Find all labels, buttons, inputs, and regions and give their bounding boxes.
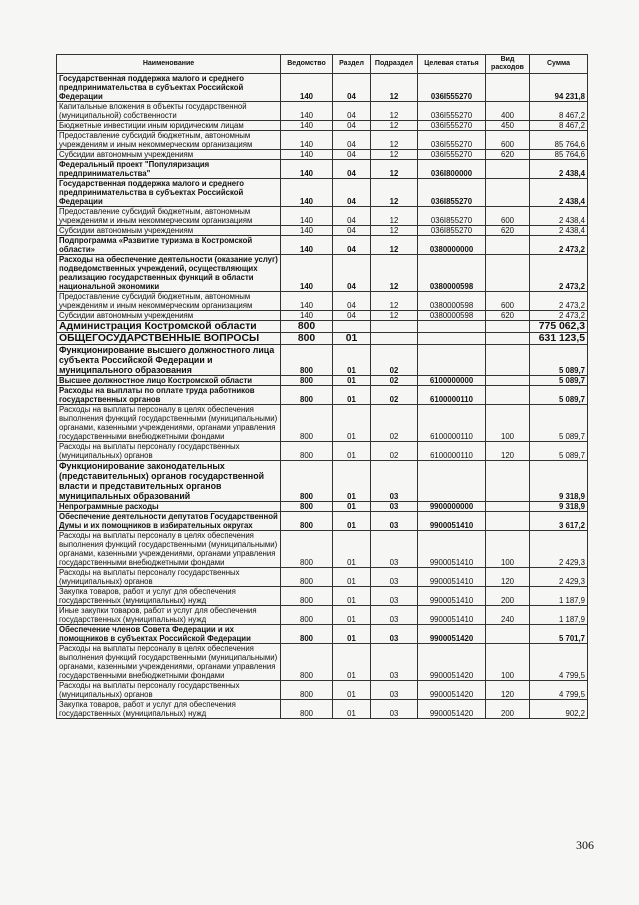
cell-vedomstvo: 800 — [281, 461, 333, 502]
table-row — [57, 625, 588, 644]
cell-razdel: 01 — [333, 568, 371, 587]
cell-vedomstvo: 140 — [281, 131, 333, 150]
cell-name: Функционирование высшего должностного лица субъекта Российской Федерации и муниципального образования — [57, 345, 281, 376]
cell-podrazdel: 12 — [371, 292, 418, 311]
cell-tselevaya-statya: 9900051410 — [418, 606, 486, 625]
page-number: 306 — [576, 838, 594, 852]
cell-summa: 3 617,2 — [530, 512, 588, 531]
cell-vedomstvo: 140 — [281, 150, 333, 160]
cell-summa: 4 799,5 — [530, 644, 588, 681]
cell-summa: 2 438,4 — [530, 179, 588, 207]
cell-vedomstvo: 140 — [281, 179, 333, 207]
cell-vid-raskhodov — [486, 376, 530, 386]
cell-podrazdel: 12 — [371, 160, 418, 179]
cell-tselevaya-statya — [418, 321, 486, 333]
cell-vedomstvo: 800 — [281, 625, 333, 644]
cell-podrazdel: 12 — [371, 121, 418, 131]
cell-name: Расходы на обеспечение деятельности (оказание услуг) подведомственных учреждений, осуществляющих реализацию государственных функций в области национальной экономики — [57, 255, 281, 292]
cell-vedomstvo: 800 — [281, 442, 333, 461]
cell-razdel: 01 — [333, 531, 371, 568]
cell-name: Государственная поддержка малого и среднего предпринимательства в субъектах Российской Федерации — [57, 179, 281, 207]
cell-podrazdel: 03 — [371, 568, 418, 587]
cell-summa: 5 089,7 — [530, 386, 588, 405]
cell-name: Расходы на выплаты персоналу в целях обеспечения выполнения функций государственными (муниципальными) органами, казенными учреждениями, органами управления государственными внебюджетными фондами — [57, 405, 281, 442]
cell-name: Администрация Костромской области — [57, 321, 281, 333]
table-row — [57, 386, 588, 405]
cell-vid-raskhodov: 620 — [486, 226, 530, 236]
cell-razdel: 04 — [333, 150, 371, 160]
cell-vid-raskhodov — [486, 502, 530, 512]
cell-vid-raskhodov — [486, 321, 530, 333]
budget-table — [56, 54, 588, 719]
cell-vedomstvo: 140 — [281, 236, 333, 255]
header-naimenovanie: Наименование — [57, 55, 281, 74]
cell-podrazdel: 02 — [371, 386, 418, 405]
cell-podrazdel: 02 — [371, 405, 418, 442]
cell-vedomstvo: 140 — [281, 292, 333, 311]
cell-vid-raskhodov — [486, 345, 530, 376]
cell-razdel: 01 — [333, 587, 371, 606]
cell-name: Функционирование законодательных (представительных) органов государственной власти и представительных органов муниципальных образований — [57, 461, 281, 502]
table-row — [57, 606, 588, 625]
cell-vid-raskhodov: 120 — [486, 442, 530, 461]
cell-razdel: 04 — [333, 311, 371, 321]
cell-name: Субсидии автономным учреждениям — [57, 311, 281, 321]
cell-tselevaya-statya — [418, 461, 486, 502]
cell-podrazdel: 03 — [371, 512, 418, 531]
cell-vid-raskhodov: 400 — [486, 102, 530, 121]
cell-razdel: 01 — [333, 405, 371, 442]
cell-tselevaya-statya: 036I555270 — [418, 121, 486, 131]
table-row — [57, 150, 588, 160]
cell-razdel: 04 — [333, 179, 371, 207]
cell-podrazdel: 12 — [371, 179, 418, 207]
cell-name: Субсидии автономным учреждениям — [57, 150, 281, 160]
table-row — [57, 179, 588, 207]
cell-vedomstvo: 800 — [281, 700, 333, 719]
cell-summa: 94 231,8 — [530, 74, 588, 102]
cell-name: Расходы на выплаты персоналу в целях обеспечения выполнения функций государственными (муниципальными) органами, казенными учреждениями, органами управления государственными внебюджетными фондами — [57, 644, 281, 681]
cell-vid-raskhodov — [486, 386, 530, 405]
cell-vedomstvo: 800 — [281, 512, 333, 531]
cell-vid-raskhodov: 100 — [486, 531, 530, 568]
cell-tselevaya-statya: 036I855270 — [418, 226, 486, 236]
cell-vedomstvo: 140 — [281, 226, 333, 236]
table-row — [57, 74, 588, 102]
cell-summa: 2 429,3 — [530, 531, 588, 568]
cell-podrazdel: 12 — [371, 226, 418, 236]
cell-vid-raskhodov: 600 — [486, 207, 530, 226]
cell-vid-raskhodov — [486, 625, 530, 644]
table-row — [57, 531, 588, 568]
cell-podrazdel: 12 — [371, 311, 418, 321]
cell-vid-raskhodov: 200 — [486, 587, 530, 606]
table-row — [57, 405, 588, 442]
header-vedomstvo: Ведомство — [281, 55, 333, 74]
header-summa: Сумма — [530, 55, 588, 74]
cell-name: Расходы на выплаты персоналу государственных (муниципальных) органов — [57, 681, 281, 700]
table-row — [57, 292, 588, 311]
cell-summa: 9 318,9 — [530, 502, 588, 512]
table-row — [57, 102, 588, 121]
cell-summa: 2 473,2 — [530, 255, 588, 292]
cell-razdel: 01 — [333, 512, 371, 531]
cell-vedomstvo: 140 — [281, 121, 333, 131]
cell-vedomstvo: 140 — [281, 102, 333, 121]
cell-name: Федеральный проект "Популяризация предпринимательства" — [57, 160, 281, 179]
cell-vid-raskhodov: 120 — [486, 568, 530, 587]
cell-tselevaya-statya: 0380000598 — [418, 311, 486, 321]
cell-name: Расходы на выплаты по оплате труда работников государственных органов — [57, 386, 281, 405]
cell-vid-raskhodov — [486, 333, 530, 345]
cell-summa: 2 473,2 — [530, 292, 588, 311]
cell-summa: 8 467,2 — [530, 121, 588, 131]
cell-razdel: 04 — [333, 292, 371, 311]
table-row — [57, 333, 588, 345]
cell-tselevaya-statya: 036I555270 — [418, 150, 486, 160]
cell-vedomstvo: 800 — [281, 568, 333, 587]
cell-summa: 85 764,6 — [530, 131, 588, 150]
cell-tselevaya-statya: 0380000598 — [418, 255, 486, 292]
table-row — [57, 255, 588, 292]
header-vid-raskhodov: Вид расходов — [486, 55, 530, 74]
cell-vedomstvo: 800 — [281, 644, 333, 681]
cell-podrazdel: 02 — [371, 376, 418, 386]
cell-summa: 2 473,2 — [530, 311, 588, 321]
cell-podrazdel: 12 — [371, 74, 418, 102]
cell-tselevaya-statya: 6100000000 — [418, 376, 486, 386]
table-body — [57, 74, 588, 719]
cell-razdel: 01 — [333, 386, 371, 405]
cell-vid-raskhodov: 240 — [486, 606, 530, 625]
cell-name: Предоставление субсидий бюджетным, автономным учреждениям и иным некоммерческим организациям — [57, 207, 281, 226]
cell-tselevaya-statya: 0380000598 — [418, 292, 486, 311]
cell-razdel: 01 — [333, 461, 371, 502]
cell-vid-raskhodov — [486, 236, 530, 255]
cell-vedomstvo: 800 — [281, 345, 333, 376]
cell-vid-raskhodov: 620 — [486, 311, 530, 321]
cell-vedomstvo: 800 — [281, 376, 333, 386]
cell-razdel: 01 — [333, 442, 371, 461]
cell-vid-raskhodov — [486, 512, 530, 531]
cell-podrazdel: 03 — [371, 700, 418, 719]
table-row — [57, 207, 588, 226]
cell-vedomstvo: 800 — [281, 606, 333, 625]
cell-summa: 1 187,9 — [530, 606, 588, 625]
cell-tselevaya-statya: 6100000110 — [418, 386, 486, 405]
cell-tselevaya-statya: 9900051420 — [418, 700, 486, 719]
cell-name: ОБЩЕГОСУДАРСТВЕННЫЕ ВОПРОСЫ — [57, 333, 281, 345]
cell-tselevaya-statya: 036I800000 — [418, 160, 486, 179]
cell-name: Подпрограмма «Развитие туризма в Костромской области» — [57, 236, 281, 255]
cell-vid-raskhodov: 450 — [486, 121, 530, 131]
cell-name: Закупка товаров, работ и услуг для обеспечения государственных (муниципальных) нужд — [57, 700, 281, 719]
table-row — [57, 587, 588, 606]
header-tselevaya-statya: Целевая статья — [418, 55, 486, 74]
cell-podrazdel: 03 — [371, 502, 418, 512]
cell-tselevaya-statya: 036I855270 — [418, 207, 486, 226]
table-row — [57, 681, 588, 700]
cell-razdel: 01 — [333, 376, 371, 386]
cell-vid-raskhodov: 620 — [486, 150, 530, 160]
cell-tselevaya-statya: 9900051410 — [418, 531, 486, 568]
table-row — [57, 512, 588, 531]
cell-tselevaya-statya — [418, 345, 486, 376]
table-row — [57, 321, 588, 333]
cell-summa: 1 187,9 — [530, 587, 588, 606]
cell-vid-raskhodov — [486, 255, 530, 292]
cell-podrazdel: 12 — [371, 131, 418, 150]
cell-name: Обеспечение членов Совета Федерации и их помощников в субъектах Российской Федерации — [57, 625, 281, 644]
cell-vid-raskhodov: 600 — [486, 292, 530, 311]
cell-vid-raskhodov: 100 — [486, 644, 530, 681]
table-row — [57, 700, 588, 719]
cell-tselevaya-statya: 036I555270 — [418, 102, 486, 121]
cell-name: Расходы на выплаты персоналу в целях обеспечения выполнения функций государственными (муниципальными) органами, казенными учреждениями, органами управления государственными внебюджетными фондами — [57, 531, 281, 568]
cell-summa: 2 429,3 — [530, 568, 588, 587]
cell-vedomstvo: 140 — [281, 255, 333, 292]
cell-vedomstvo: 140 — [281, 207, 333, 226]
cell-summa: 631 123,5 — [530, 333, 588, 345]
cell-name: Высшее должностное лицо Костромской области — [57, 376, 281, 386]
cell-summa: 5 089,7 — [530, 442, 588, 461]
cell-summa: 8 467,2 — [530, 102, 588, 121]
cell-tselevaya-statya: 036I855270 — [418, 179, 486, 207]
cell-podrazdel: 12 — [371, 255, 418, 292]
cell-summa: 2 438,4 — [530, 207, 588, 226]
cell-vid-raskhodov — [486, 179, 530, 207]
cell-name: Субсидии автономным учреждениям — [57, 226, 281, 236]
cell-podrazdel: 03 — [371, 531, 418, 568]
cell-razdel: 04 — [333, 207, 371, 226]
header-podrazdel: Подраздел — [371, 55, 418, 74]
cell-summa: 4 799,5 — [530, 681, 588, 700]
cell-summa: 5 701,7 — [530, 625, 588, 644]
cell-vedomstvo: 800 — [281, 386, 333, 405]
cell-vid-raskhodov: 100 — [486, 405, 530, 442]
cell-tselevaya-statya: 9900051420 — [418, 681, 486, 700]
cell-tselevaya-statya: 0380000000 — [418, 236, 486, 255]
cell-podrazdel: 12 — [371, 102, 418, 121]
cell-vedomstvo: 800 — [281, 502, 333, 512]
cell-vid-raskhodov: 120 — [486, 681, 530, 700]
cell-tselevaya-statya: 9900000000 — [418, 502, 486, 512]
table-row — [57, 226, 588, 236]
cell-summa: 5 089,7 — [530, 345, 588, 376]
table-row — [57, 442, 588, 461]
cell-name: Государственная поддержка малого и среднего предпринимательства в субъектах Российской Федерации — [57, 74, 281, 102]
cell-razdel: 01 — [333, 700, 371, 719]
cell-razdel: 04 — [333, 236, 371, 255]
cell-tselevaya-statya: 9900051410 — [418, 512, 486, 531]
cell-name: Бюджетные инвестиции иным юридическим лицам — [57, 121, 281, 131]
cell-razdel: 04 — [333, 131, 371, 150]
cell-vedomstvo: 800 — [281, 405, 333, 442]
cell-tselevaya-statya — [418, 333, 486, 345]
cell-podrazdel: 03 — [371, 461, 418, 502]
cell-podrazdel: 02 — [371, 345, 418, 376]
cell-name: Обеспечение деятельности депутатов Государственной Думы и их помощников в избирательных округах — [57, 512, 281, 531]
cell-name: Непрограммные расходы — [57, 502, 281, 512]
table-row — [57, 644, 588, 681]
cell-vedomstvo: 140 — [281, 74, 333, 102]
header-razdel: Раздел — [333, 55, 371, 74]
cell-razdel: 01 — [333, 333, 371, 345]
cell-vid-raskhodov: 200 — [486, 700, 530, 719]
table-row — [57, 568, 588, 587]
cell-vedomstvo: 800 — [281, 333, 333, 345]
cell-razdel: 01 — [333, 606, 371, 625]
cell-podrazdel — [371, 321, 418, 333]
cell-podrazdel: 03 — [371, 644, 418, 681]
table-row — [57, 236, 588, 255]
cell-summa: 2 438,4 — [530, 226, 588, 236]
cell-razdel: 01 — [333, 644, 371, 681]
cell-summa: 902,2 — [530, 700, 588, 719]
cell-podrazdel: 03 — [371, 587, 418, 606]
cell-tselevaya-statya: 9900051420 — [418, 625, 486, 644]
cell-summa: 5 089,7 — [530, 376, 588, 386]
cell-razdel: 01 — [333, 625, 371, 644]
cell-vid-raskhodov — [486, 461, 530, 502]
cell-podrazdel: 03 — [371, 625, 418, 644]
cell-tselevaya-statya: 6100000110 — [418, 405, 486, 442]
cell-podrazdel — [371, 333, 418, 345]
cell-vedomstvo: 800 — [281, 681, 333, 700]
table-row — [57, 376, 588, 386]
cell-vid-raskhodov: 600 — [486, 131, 530, 150]
cell-name: Закупка товаров, работ и услуг для обеспечения государственных (муниципальных) нужд — [57, 587, 281, 606]
cell-razdel — [333, 321, 371, 333]
cell-summa: 775 062,3 — [530, 321, 588, 333]
cell-name: Предоставление субсидий бюджетным, автономным учреждениям и иным некоммерческим организациям — [57, 131, 281, 150]
cell-razdel: 04 — [333, 160, 371, 179]
cell-tselevaya-statya: 036I555270 — [418, 131, 486, 150]
cell-podrazdel: 03 — [371, 606, 418, 625]
cell-vedomstvo: 800 — [281, 587, 333, 606]
cell-name: Капитальные вложения в объекты государственной (муниципальной) собственности — [57, 102, 281, 121]
cell-razdel: 04 — [333, 121, 371, 131]
cell-tselevaya-statya: 036I555270 — [418, 74, 486, 102]
table-row — [57, 160, 588, 179]
cell-tselevaya-statya: 9900051410 — [418, 587, 486, 606]
cell-podrazdel: 12 — [371, 207, 418, 226]
cell-name: Расходы на выплаты персоналу государственных (муниципальных) органов — [57, 568, 281, 587]
cell-vedomstvo: 800 — [281, 321, 333, 333]
cell-razdel: 04 — [333, 74, 371, 102]
cell-podrazdel: 12 — [371, 236, 418, 255]
cell-podrazdel: 02 — [371, 442, 418, 461]
cell-summa: 85 764,6 — [530, 150, 588, 160]
cell-podrazdel: 12 — [371, 150, 418, 160]
cell-vid-raskhodov — [486, 74, 530, 102]
cell-summa: 5 089,7 — [530, 405, 588, 442]
cell-vedomstvo: 140 — [281, 160, 333, 179]
cell-vedomstvo: 800 — [281, 531, 333, 568]
table-row — [57, 121, 588, 131]
table-row — [57, 311, 588, 321]
cell-vedomstvo: 140 — [281, 311, 333, 321]
cell-tselevaya-statya: 9900051410 — [418, 568, 486, 587]
cell-summa: 2 473,2 — [530, 236, 588, 255]
cell-tselevaya-statya: 6100000110 — [418, 442, 486, 461]
cell-summa: 2 438,4 — [530, 160, 588, 179]
cell-name: Иные закупки товаров, работ и услуг для обеспечения государственных (муниципальных) нужд — [57, 606, 281, 625]
cell-summa: 9 318,9 — [530, 461, 588, 502]
table-row — [57, 461, 588, 502]
cell-razdel: 01 — [333, 502, 371, 512]
cell-podrazdel: 03 — [371, 681, 418, 700]
table-row — [57, 502, 588, 512]
cell-name: Предоставление субсидий бюджетным, автономным учреждениям и иным некоммерческим организациям — [57, 292, 281, 311]
table-row — [57, 131, 588, 150]
cell-tselevaya-statya: 9900051420 — [418, 644, 486, 681]
cell-razdel: 04 — [333, 255, 371, 292]
cell-razdel: 04 — [333, 226, 371, 236]
cell-razdel: 01 — [333, 345, 371, 376]
cell-razdel: 01 — [333, 681, 371, 700]
cell-razdel: 04 — [333, 102, 371, 121]
cell-vid-raskhodov — [486, 160, 530, 179]
table-row — [57, 345, 588, 376]
cell-name: Расходы на выплаты персоналу государственных (муниципальных) органов — [57, 442, 281, 461]
table-header-row — [57, 55, 588, 74]
